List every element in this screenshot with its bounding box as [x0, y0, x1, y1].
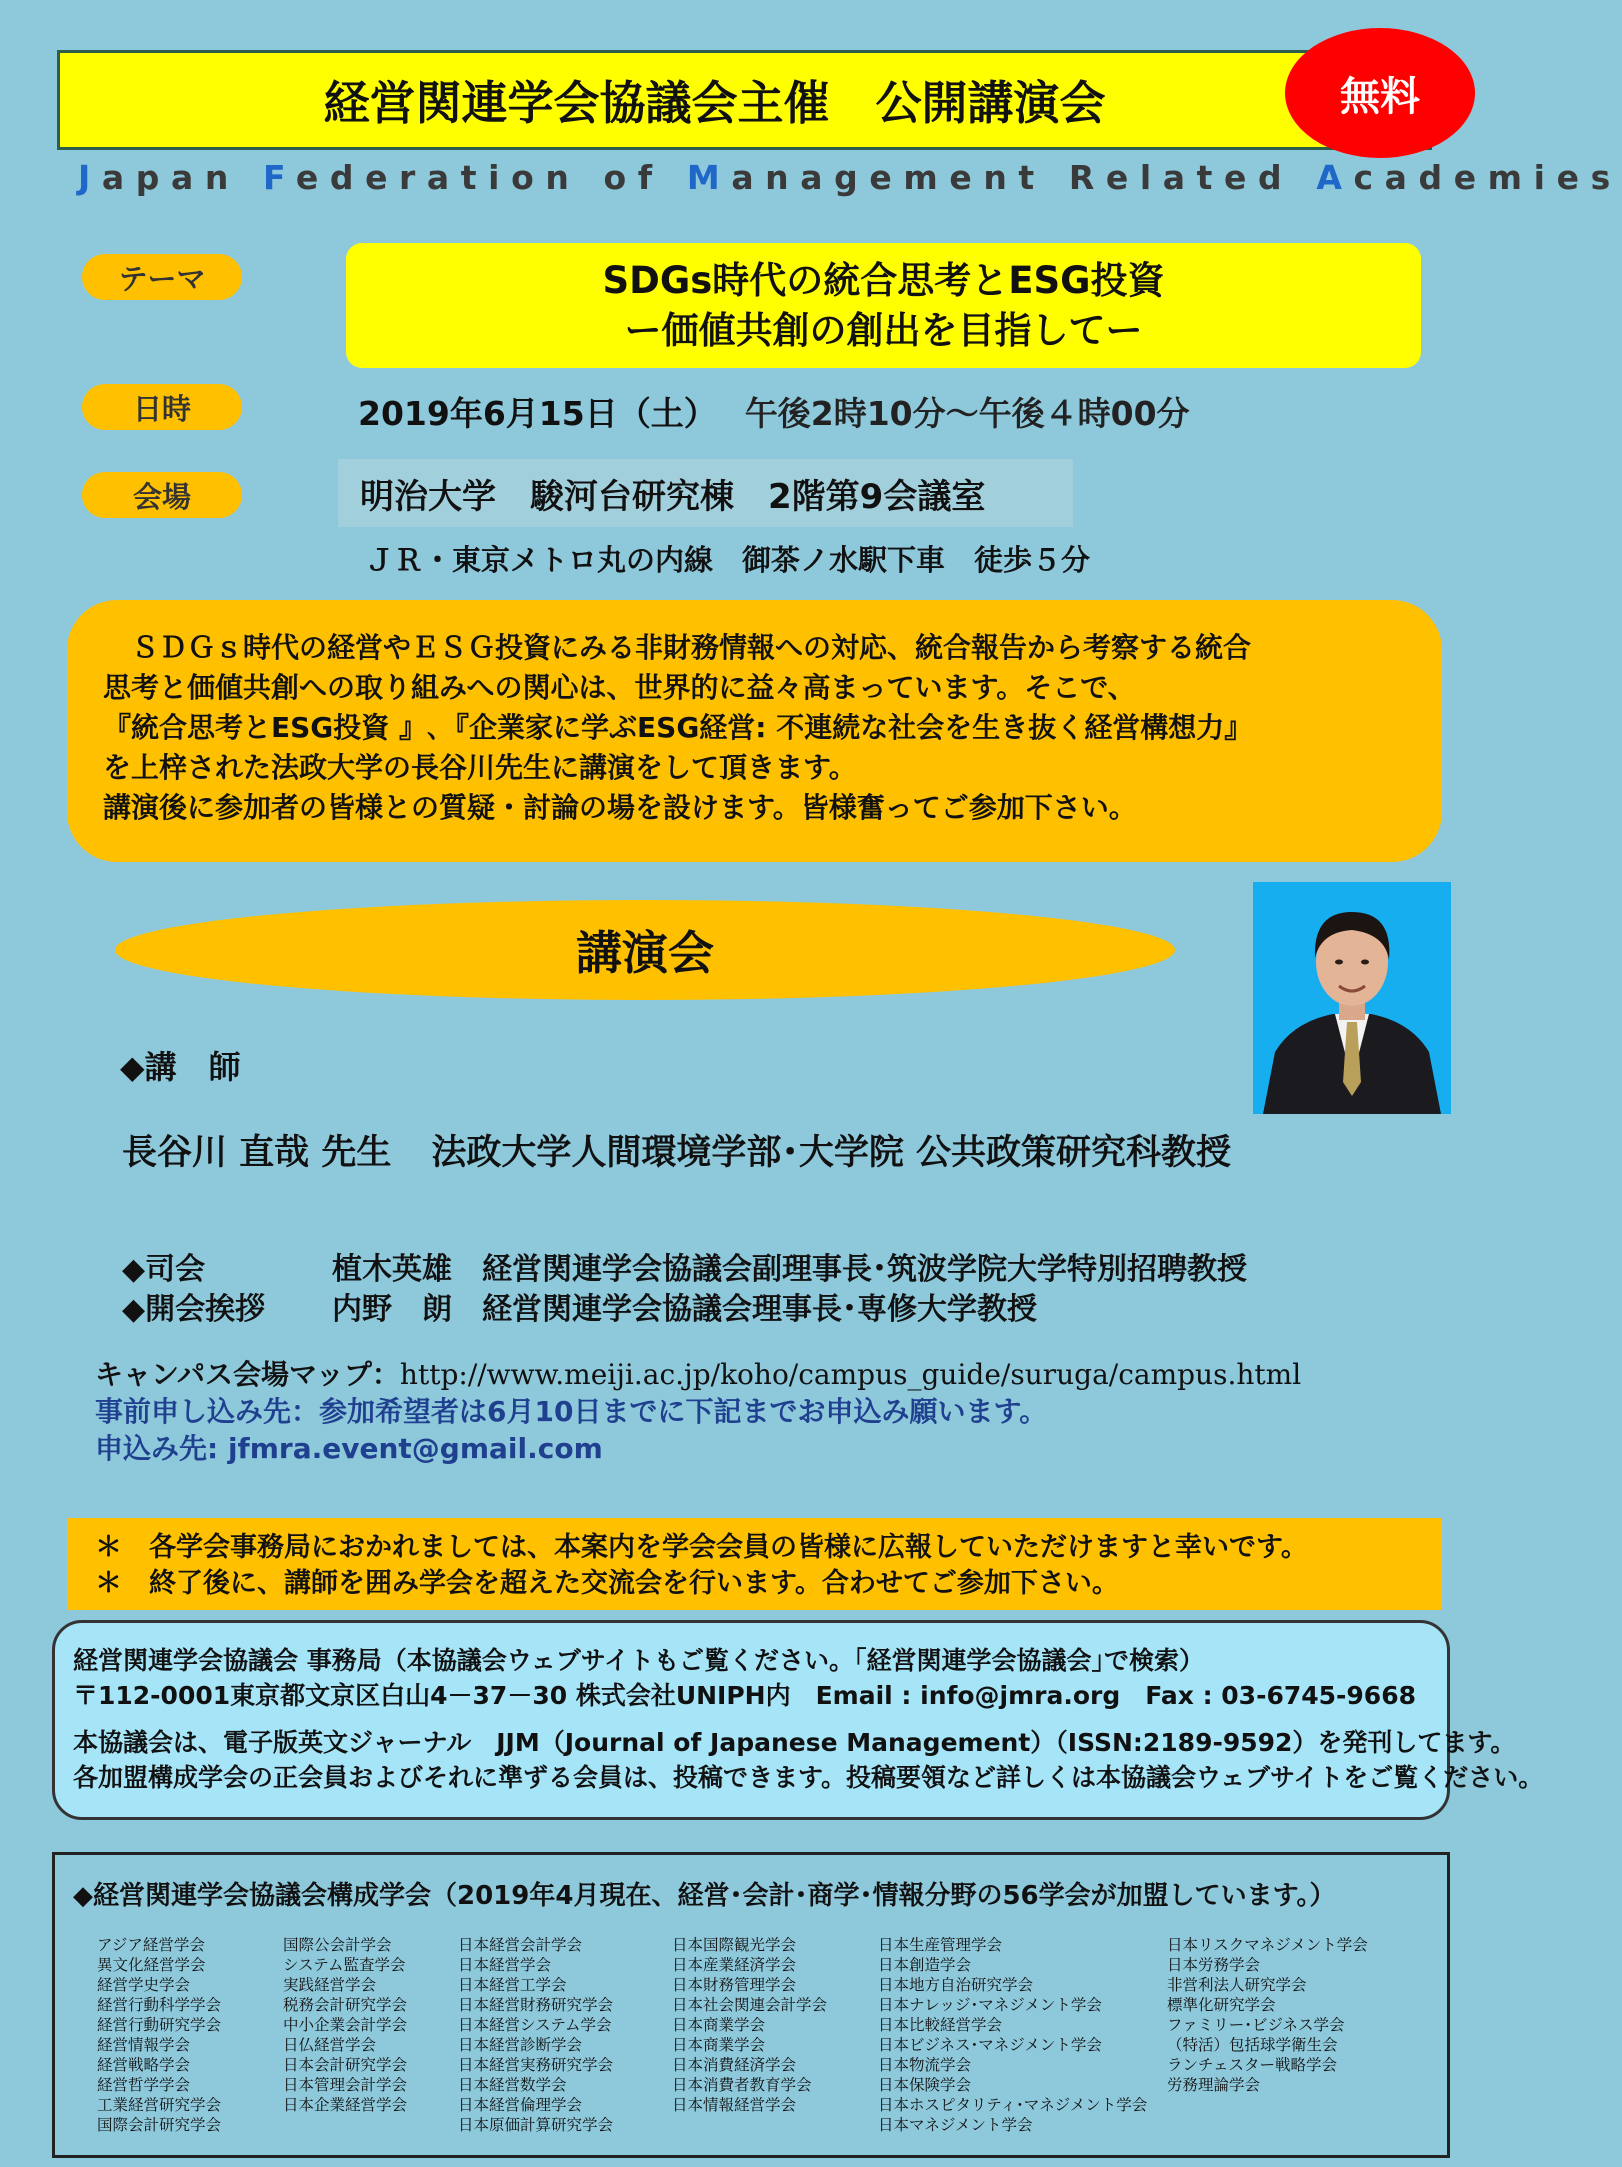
member-society-item: 日本産業経済学会 [672, 1956, 797, 1974]
page-title: 経営関連学会協議会主催 公開講演会 [57, 50, 1432, 150]
member-society-item: 経営行動研究学会 [97, 2016, 222, 2034]
member-society-item: 日本商業学会 [672, 2036, 766, 2054]
event-day: 2019年6月15日（土） [358, 394, 717, 433]
member-society-item: 日本企業経営学会 [283, 2096, 408, 2114]
theme-subtitle: ー価値共創の創出を目指してー [624, 308, 1143, 352]
intro-box [67, 600, 1442, 862]
role-label: ◆司会 [122, 1252, 206, 1287]
member-society-item: 異文化経営学会 [97, 1956, 206, 1974]
member-society-item: 日本経営診断学会 [458, 2036, 583, 2054]
member-society-item: 日本経営実務研究学会 [458, 2056, 614, 2074]
theme-title: SDGs時代の統合思考とESG投資 [602, 258, 1165, 302]
intro-line: ＳＤＧｓ時代の経営やＥＳＧ投資にみる非財務情報への対応、統合報告から考察する統合 [103, 631, 1252, 664]
member-column [458, 1935, 613, 2135]
member-society-item: ランチェスター戦略学会 [1167, 2056, 1338, 2074]
member-society-item: 日本経営学会 [458, 1956, 552, 1974]
intro-line: 講演後に参加者の皆様との質疑・討論の場を設けます。皆様奮ってご参加下さい。 [103, 791, 1137, 824]
member-society-item: 日本生産管理学会 [878, 1936, 1003, 1954]
member-society-item: 日本財務管理学会 [672, 1976, 797, 1994]
venue-label: 会場 [82, 472, 242, 518]
member-column [1167, 1935, 1368, 2095]
member-society-item: 日本管理会計学会 [283, 2076, 408, 2094]
registration-info [95, 1356, 1301, 1467]
member-society-item: 経営学史学会 [97, 1976, 191, 1994]
member-column [672, 1935, 827, 2115]
member-column [283, 1935, 407, 2115]
member-society-item: ファミリー･ビジネス学会 [1167, 2016, 1345, 2034]
member-society-item: 実践経営学会 [283, 1976, 377, 1994]
apply-label: 事前申し込み先： [95, 1395, 320, 1428]
member-society-item: 日本経営システム学会 [458, 2016, 612, 2034]
notice-line: ＊ 各学会事務局におかれましては、本案内を学会会員の皆様に広報していただけますと幸いです。 [95, 1532, 1308, 1563]
intro-line: 思考と価値共創への取り組みへの関心は、世界的に益々高まっています。そこで、 [103, 671, 1136, 704]
campus-map-link[interactable]: http://www.meiji.ac.jp/koho/campus_guide/suruga/campus.html [399, 1358, 1302, 1391]
member-society-item: 日本保険学会 [878, 2076, 972, 2094]
member-society-item: 日本マネジメント学会 [878, 2116, 1033, 2134]
journal-line: 各加盟構成学会の正会員およびそれに準ずる会員は、投稿できます。投稿要領など詳しくは本協議会ウェブサイトをご覧ください。 [73, 1763, 1544, 1792]
en-word: cademies [1353, 158, 1622, 197]
notice-box [67, 1518, 1442, 1610]
apply-line [95, 1393, 1301, 1430]
member-column [878, 1935, 1147, 2135]
en-word: ederation of [295, 158, 687, 197]
member-society-item: 日本国際観光学会 [672, 1936, 797, 1954]
member-society-item: 日本消費者教育学会 [672, 2076, 812, 2094]
en-initial: F [263, 158, 296, 197]
speaker-heading: ◆講 師 [120, 1048, 241, 1086]
apply-email[interactable]: 申込み先: jfmra.event@gmail.com [95, 1432, 603, 1465]
en-initial: J [78, 158, 102, 197]
member-society-item: 日本リスクマネジメント学会 [1167, 1936, 1368, 1954]
member-society-item: 日本比較経営学会 [878, 2016, 1003, 2034]
member-society-item: 経営情報学会 [97, 2036, 191, 2054]
member-society-item: 国際会計研究学会 [97, 2116, 222, 2134]
member-society-item: 日本ビジネス･マネジメント学会 [878, 2036, 1102, 2054]
member-society-item: 経営戦略学会 [97, 2056, 191, 2074]
apply-text: 参加希望者は6月10日までに下記までお申込み願います。 [319, 1395, 1048, 1428]
speaker-photo [1253, 882, 1451, 1114]
member-society-item: 標準化研究学会 [1167, 1996, 1276, 2014]
member-society-item: 日本ナレッジ･マネジメント学会 [878, 1996, 1102, 2014]
member-society-item: 税務会計研究学会 [283, 1996, 408, 2014]
member-society-item: システム監査学会 [283, 1956, 406, 1974]
theme-box [346, 243, 1421, 368]
member-society-item: 日本経営財務研究学会 [458, 1996, 614, 2014]
speaker-info [122, 1125, 1231, 1175]
member-society-item: 経営哲学学会 [97, 2076, 191, 2094]
role-row-opening [122, 1284, 1037, 1328]
member-society-item: 日本消費経済学会 [672, 2056, 797, 2074]
role-person: 植木英雄 経営関連学会協議会副理事長･筑波学院大学特別招聘教授 [332, 1252, 1247, 1287]
member-society-item: 日本労務学会 [1167, 1956, 1261, 1974]
en-initial: A [1316, 158, 1354, 197]
office-info-box [52, 1620, 1544, 1820]
speaker-affiliation: 法政大学人間環境学部･大学院 公共政策研究科教授 [431, 1133, 1232, 1173]
english-federation-name [78, 158, 1622, 197]
member-society-item: 日本経営会計学会 [458, 1936, 583, 1954]
free-badge: 無料 [1285, 28, 1475, 158]
member-society-item: 日本物流学会 [878, 2056, 972, 2074]
theme-label: テーマ [82, 254, 242, 300]
journal-line: 本協議会は、電子版英文ジャーナル JJM（Journal of Japanese Management）（ISSN:2189-9592）を発刊してます。 [73, 1728, 1516, 1757]
member-society-item: アジア経営学会 [97, 1936, 205, 1954]
member-society-item: 日仏経営学会 [283, 2036, 377, 2054]
member-society-item: 国際公会計学会 [283, 1936, 392, 1954]
member-society-item: 非営利法人研究学会 [1167, 1976, 1307, 1994]
member-society-item: 日本経営数学会 [458, 2076, 567, 2094]
member-society-item: 工業経営研究学会 [97, 2096, 222, 2114]
member-society-item: 労務理論学会 [1167, 2076, 1261, 2094]
member-society-item: 日本経営倫理学会 [458, 2096, 583, 2114]
date-label: 日時 [82, 384, 242, 430]
en-initial: M [686, 158, 732, 197]
venue-access: ＪＲ・東京メトロ丸の内線 御茶ノ水駅下車 徒歩５分 [365, 543, 1091, 577]
member-societies-box [52, 1852, 1450, 2158]
role-label: ◆開会挨拶 [122, 1292, 266, 1327]
member-society-item: 日本会計研究学会 [283, 2056, 408, 2074]
member-society-item: 日本ホスピタリティ･マネジメント学会 [878, 2096, 1148, 2114]
role-row-mc [122, 1244, 1247, 1288]
campus-map-label: キャンパス会場マップ： [95, 1358, 400, 1391]
member-society-item: 日本地方自治研究学会 [878, 1976, 1034, 1994]
office-line: 経営関連学会協議会 事務局（本協議会ウェブサイトもご覧ください。｢経営関連学会協議会｣で検索） [73, 1646, 1204, 1675]
notice-line: ＊ 終了後に、講師を囲み学会を超えた交流会を行います。合わせてご参加下さい。 [95, 1568, 1119, 1599]
role-person: 内野 朗 経営関連学会協議会理事長･専修大学教授 [332, 1292, 1037, 1327]
member-society-item: 日本経営工学会 [458, 1976, 567, 1994]
lecture-heading: 講演会 [115, 900, 1175, 1000]
member-column [97, 1935, 221, 2135]
event-date [358, 388, 1190, 435]
intro-line: を上梓された法政大学の長谷川先生に講演をして頂きます。 [103, 751, 857, 784]
campus-map-line [95, 1356, 1301, 1393]
intro-line: 『統合思考とESG投資 』､『企業家に学ぶESG経営: 不連続な社会を生き抜く経営構想力』 [103, 711, 1253, 744]
member-society-item: 日本情報経営学会 [672, 2096, 797, 2114]
en-word: anagement Related [731, 158, 1317, 197]
member-society-item: 日本社会関連会計学会 [672, 1996, 828, 2014]
speaker-name: 長谷川 直哉 先生 [122, 1133, 392, 1173]
member-societies-heading: ◆経営関連学会協議会構成学会（2019年4月現在、経営･会計･商学･情報分野の56学会が加盟しています。） [73, 1881, 1336, 1911]
venue-name: 明治大学 駿河台研究棟 2階第9会議室 [338, 459, 1073, 527]
office-address: 〒112-0001東京都文京区白山4－37－30 株式会社UNIPH内 Email : info@jmra.org Fax : 03-6745-9668 [73, 1681, 1416, 1710]
event-time: 午後2時10分～午後４時00分 [744, 394, 1190, 433]
member-society-item: 日本創造学会 [878, 1956, 972, 1974]
member-society-item: 日本商業学会 [672, 2016, 766, 2034]
member-society-item: 日本原価計算研究学会 [458, 2116, 614, 2134]
speaker-portrait-image [1253, 882, 1451, 1114]
member-society-item: （特活）包括球学衛生会 [1167, 2036, 1338, 2054]
en-word: apan [101, 158, 264, 197]
member-society-item: 中小企業会計学会 [283, 2016, 408, 2034]
member-society-item: 経営行動科学学会 [97, 1996, 222, 2014]
